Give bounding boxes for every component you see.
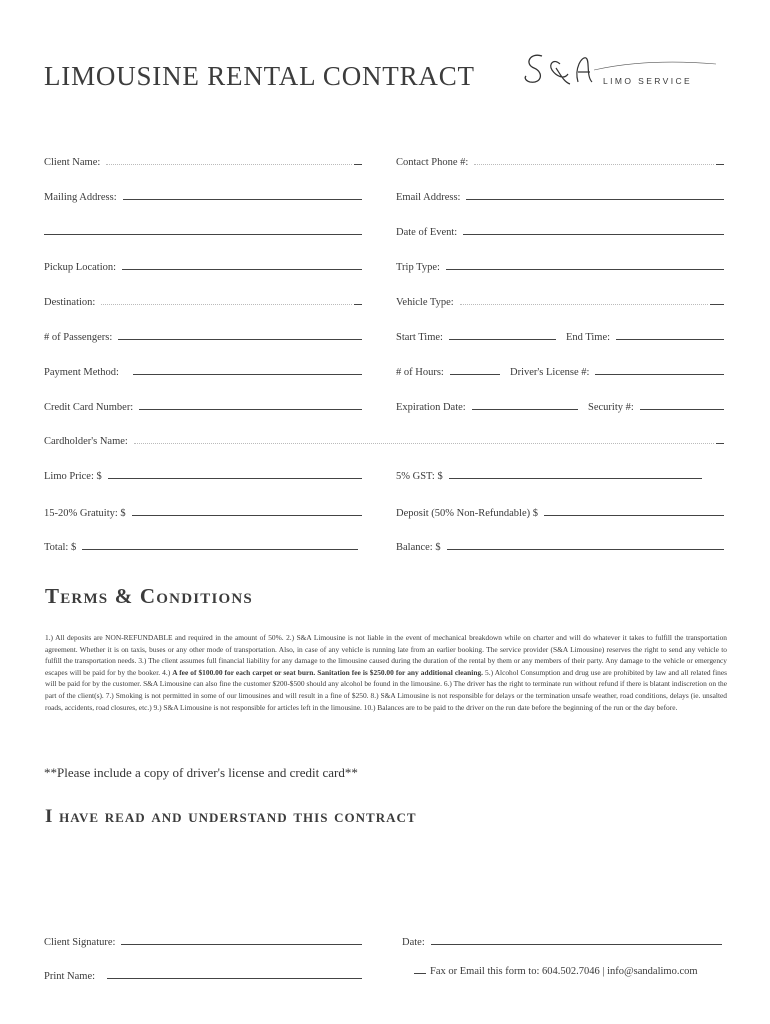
- payment-method-line: [133, 373, 362, 375]
- limo-price-label: Limo Price: $: [44, 471, 102, 482]
- deposit-field[interactable]: [396, 503, 724, 519]
- terms-fee-bold-text: A fee of $100.00 for each carpet or seat burn. Sanitation fee is $250.00 for any additional cleaning.: [172, 667, 483, 677]
- start-time-field[interactable]: [396, 327, 556, 343]
- vehicle-type-label: Vehicle Type:: [396, 297, 454, 308]
- drivers-license-label: Driver's License #:: [510, 367, 590, 378]
- passengers-label: # of Passengers:: [44, 332, 113, 343]
- limo-price-line: [108, 477, 362, 479]
- date-of-event-label: Date of Event:: [396, 227, 458, 238]
- date-of-event-line: [463, 233, 724, 235]
- client-signature-field[interactable]: [44, 932, 362, 948]
- terms-text-part-1: 1.) All deposits are NON-REFUNDABLE and required in the amount of 50%. 2.) S&A Limousine is not liable in the event of mechanical breakdown while on charter and will do whatever it takes to fulfill the transportation agreement. Whether it is on taxis, buses or any other mode of transportation. Also, in case of any vehicle is running late from an earlier booking. The service provider (S&A Limousine) reserves the right to send any vehicle to fulfill the transportation needs. 3.) The client assumes full financial liability for any damage to the limousine caused during the duration of the rental by them or any members of their party. Any damage to the vehicle or emergency escapes will be paid for by the booker. 4.): [45, 633, 727, 677]
- passengers-line: [118, 338, 362, 340]
- destination-label: Destination:: [44, 297, 96, 308]
- credit-card-number-line: [139, 408, 362, 410]
- email-address-field[interactable]: [396, 187, 724, 203]
- start-time-label: Start Time:: [396, 332, 443, 343]
- client-name-line: [106, 163, 352, 165]
- total-label: Total: $: [44, 542, 77, 553]
- destination-field[interactable]: [44, 292, 362, 308]
- gst-label: 5% GST: $: [396, 471, 443, 482]
- pickup-location-field[interactable]: [44, 257, 362, 273]
- mailing-address-line-2[interactable]: [44, 222, 362, 238]
- gratuity-field[interactable]: [44, 503, 362, 519]
- terms-text-part-2: 5.) Alcohol Consumption and drug use are prohibited by law and all related fines will be paid for by the customer. S&A Limousine can also fine the customer $200-$500 should any alcohol be found in the limousine. 6.) The driver has the right to terminate run without refund if there is blatant indiscretion on the part of the client(s). 7.) Smoking is not permitted in some of our limousines and will result in a fine of $250. 8.) S&A Limousine is not responsible for delays or the termination unsafe weather, road conditions, delays (ie. unsalted roads, accidents, road closures, etc.) 9.) S&A Limousine is not responsible for articles left in the limousine. 10.) Balances are to be paid to the driver on the run date before the beginning of the run or the day before.: [45, 667, 727, 712]
- end-time-line: [616, 338, 724, 340]
- signature-date-line: [431, 943, 722, 945]
- contact-info: [414, 966, 698, 977]
- deposit-line: [544, 514, 724, 516]
- client-name-field[interactable]: [44, 152, 362, 168]
- gratuity-label: 15-20% Gratuity: $: [44, 508, 126, 519]
- email-address-label: Email Address:: [396, 192, 461, 203]
- start-time-line: [449, 338, 556, 340]
- client-signature-label: Client Signature:: [44, 937, 116, 948]
- expiration-date-line: [472, 408, 578, 410]
- balance-label: Balance: $: [396, 542, 441, 553]
- security-field[interactable]: [588, 397, 724, 413]
- end-time-label: End Time:: [566, 332, 611, 343]
- balance-line: [447, 548, 724, 550]
- date-of-event-field[interactable]: [396, 222, 724, 238]
- line-tail: [716, 163, 724, 165]
- contact-phone-field[interactable]: [396, 152, 724, 168]
- drivers-license-field[interactable]: [510, 362, 724, 378]
- security-label: Security #:: [588, 402, 634, 413]
- limo-price-field[interactable]: [44, 466, 362, 482]
- hours-label: # of Hours:: [396, 367, 444, 378]
- logo-script-icon: [520, 46, 730, 98]
- email-address-line: [466, 198, 724, 200]
- cardholder-name-line: [134, 442, 714, 444]
- signature-date-field[interactable]: [402, 932, 722, 948]
- terms-heading: Terms & Conditions: [45, 584, 253, 608]
- cardholder-name-field[interactable]: [44, 431, 724, 447]
- payment-method-field[interactable]: [44, 362, 362, 378]
- contact-phone-line: [474, 163, 714, 165]
- credit-card-number-label: Credit Card Number:: [44, 402, 134, 413]
- address-second-line: [44, 233, 362, 235]
- gst-field[interactable]: [396, 466, 702, 482]
- passengers-field[interactable]: [44, 327, 362, 343]
- expiration-date-label: Expiration Date:: [396, 402, 466, 413]
- page-title: LIMOUSINE RENTAL CONTRACT: [44, 61, 475, 91]
- trip-type-label: Trip Type:: [396, 262, 440, 273]
- mailing-address-label: Mailing Address:: [44, 192, 117, 203]
- trip-type-field[interactable]: [396, 257, 724, 273]
- cardholder-name-label: Cardholder's Name:: [44, 436, 128, 447]
- expiration-date-field[interactable]: [396, 397, 578, 413]
- terms-body: [45, 632, 727, 713]
- total-field[interactable]: [44, 537, 358, 553]
- drivers-license-line: [595, 373, 724, 375]
- gst-line: [449, 477, 702, 479]
- contact-phone-label: Contact Phone #:: [396, 157, 469, 168]
- deposit-label: Deposit (50% Non-Refundable) $: [396, 508, 539, 519]
- document-note: **Please include a copy of driver's license and credit card**: [44, 765, 358, 780]
- line-tail: [354, 303, 362, 305]
- line-tail: [354, 163, 362, 165]
- total-line: [82, 548, 358, 550]
- signature-date-label: Date:: [402, 937, 425, 948]
- hours-line: [450, 373, 500, 375]
- contact-line: [414, 972, 426, 974]
- client-signature-line: [121, 943, 362, 945]
- credit-card-number-field[interactable]: [44, 397, 362, 413]
- contact-text: Fax or Email this form to: 604.502.7046 | info@sandalimo.com: [430, 966, 698, 977]
- line-tail: [716, 442, 724, 444]
- gratuity-line: [132, 514, 362, 516]
- security-line: [640, 408, 724, 410]
- destination-line: [101, 303, 352, 305]
- mailing-address-line: [123, 198, 362, 200]
- hours-field[interactable]: [396, 362, 500, 378]
- vehicle-type-line: [460, 303, 708, 305]
- pickup-location-line: [122, 268, 362, 270]
- trip-type-line: [446, 268, 724, 270]
- company-logo: [520, 46, 730, 98]
- balance-field[interactable]: [396, 537, 724, 553]
- print-name-label: Print Name:: [44, 971, 96, 982]
- logo-subtitle: LIMO SERVICE: [603, 76, 693, 86]
- line-tail: [710, 303, 724, 305]
- payment-method-label: Payment Method:: [44, 367, 119, 378]
- mailing-address-field[interactable]: [44, 187, 362, 203]
- vehicle-type-field[interactable]: [396, 292, 724, 308]
- pickup-location-label: Pickup Location:: [44, 262, 117, 273]
- print-name-line: [107, 977, 362, 979]
- end-time-field[interactable]: [566, 327, 724, 343]
- acknowledgement-heading: I have read and understand this contract: [45, 806, 417, 827]
- client-name-label: Client Name:: [44, 157, 101, 168]
- print-name-field[interactable]: [44, 966, 362, 982]
